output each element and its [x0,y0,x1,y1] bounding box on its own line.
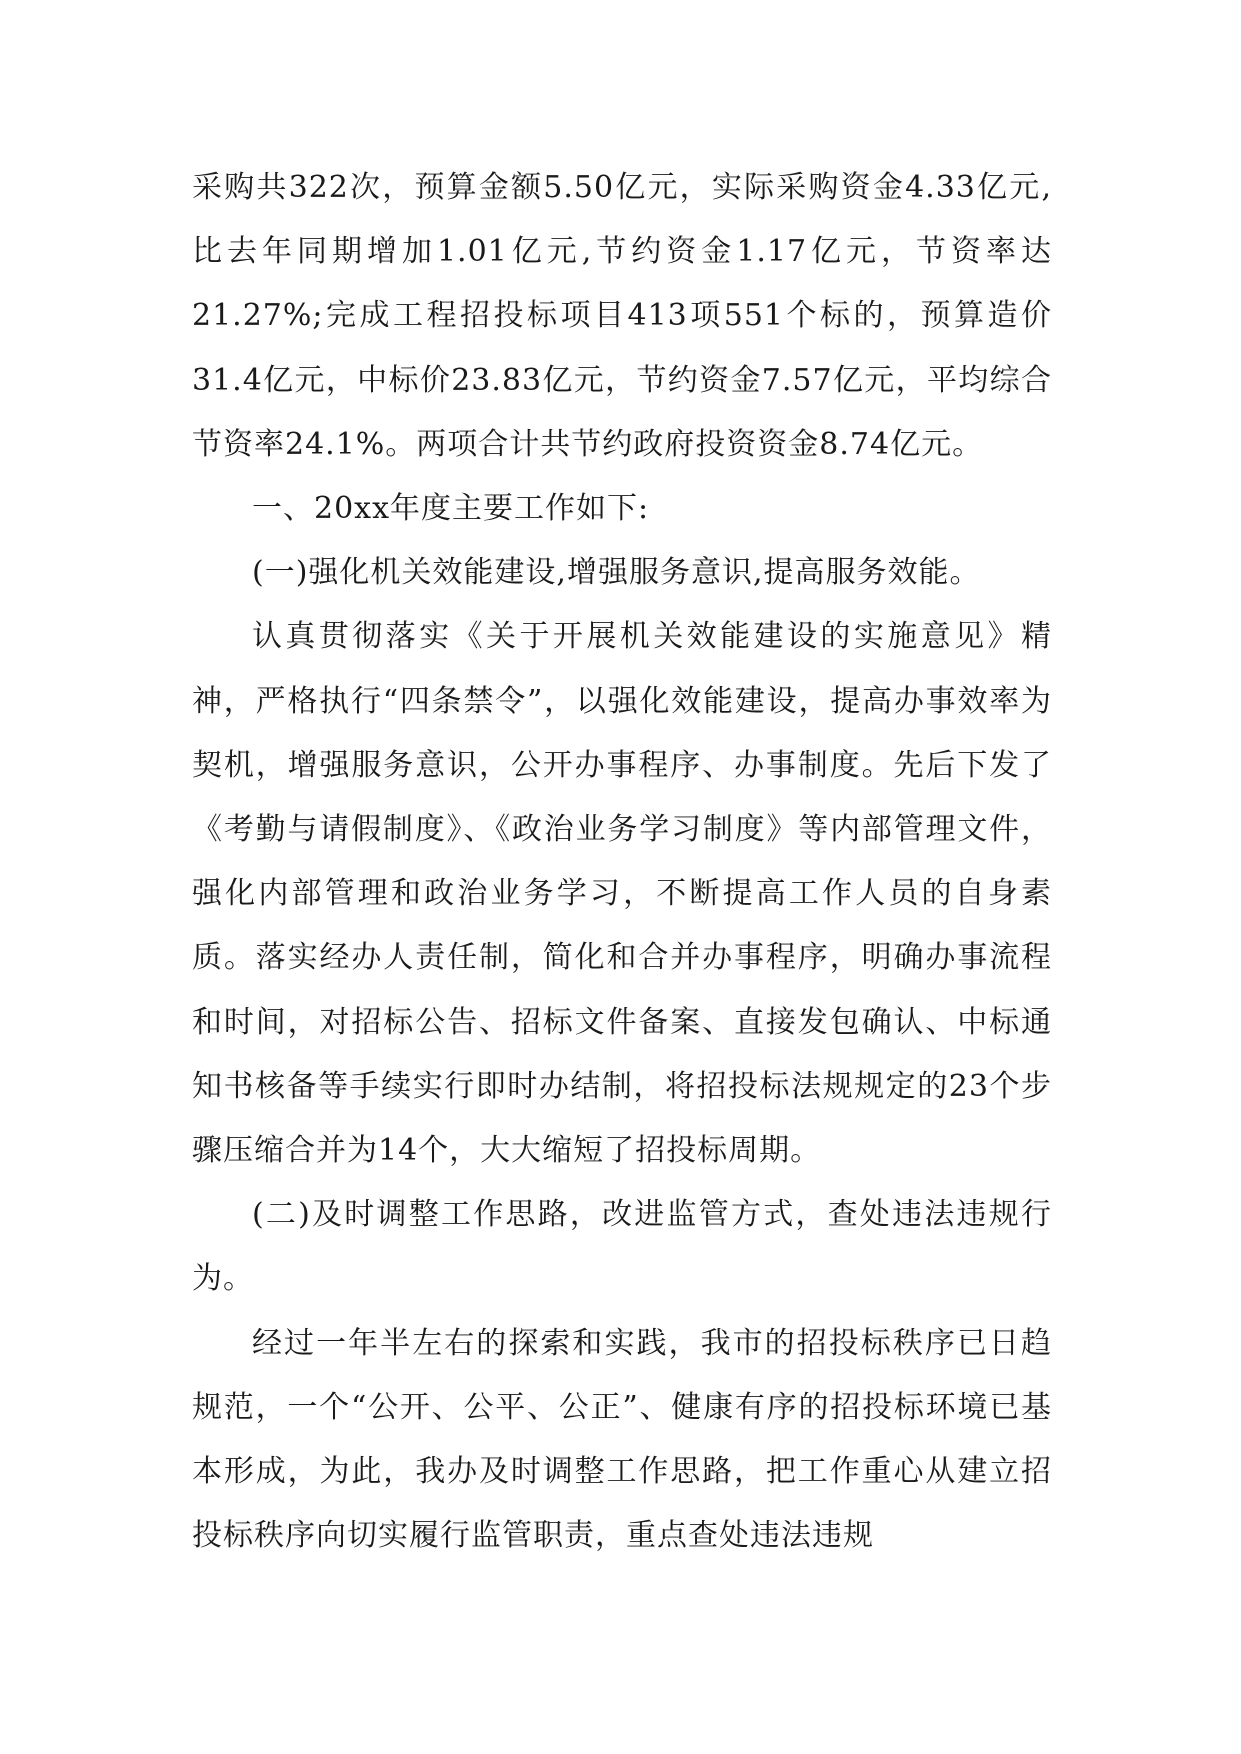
paragraph-procurement-summary: 采购共322次，预算金额5.50亿元，实际采购资金4.33亿元,比去年同期增加1.01亿元,节约资金1.17亿元，节资率达21.27%;完成工程招投标项目413项551个标的，预算造价31.4亿元，中标价23.83亿元，节约资金7.57亿元，平均综合节资率24.1%。两项合计共节约政府投资资金8.74亿元。 [192,170,1052,462]
paragraph-supervision-details: 经过一年半左右的探索和实践，我市的招投标秩序已日趋规范，一个“公开、公平、公正”、健康有序的招投标环境已基本形成，为此，我办及时调整工作思路，把工作重心从建立招投标秩序向切实履行监管职责，重点查处违法违规 [192,1325,1052,1554]
paragraph-efficiency-details: 认真贯彻落实《关于开展机关效能建设的实施意见》精神，严格执行“四条禁令”，以强化效能建设，提高办事效率为契机，增强服务意识，公开办事程序、办事制度。先后下发了《考勤与请假制度》、《政治业务学习制度》等内部管理文件，强化内部管理和政治业务学习，不断提高工作人员的自身素质。落实经办人责任制，简化和合并办事程序，明确办事流程和时间，对招标公告、招标文件备案、直接发包确认、中标通知书核备等手续实行即时办结制，将招投标法规规定的23个步骤压缩合并为14个，大大缩短了招投标周期。 [192,619,1052,1169]
subsection-heading-supervision: (二)及时调整工作思路，改进监管方式，查处违法违规行为。 [192,1197,1052,1297]
section-heading-main-work: 一、20xx年度主要工作如下: [252,491,650,527]
document-body [192,156,1052,1568]
subsection-heading-efficiency: (一)强化机关效能建设,增强服务意识,提高服务效能。 [252,555,981,591]
